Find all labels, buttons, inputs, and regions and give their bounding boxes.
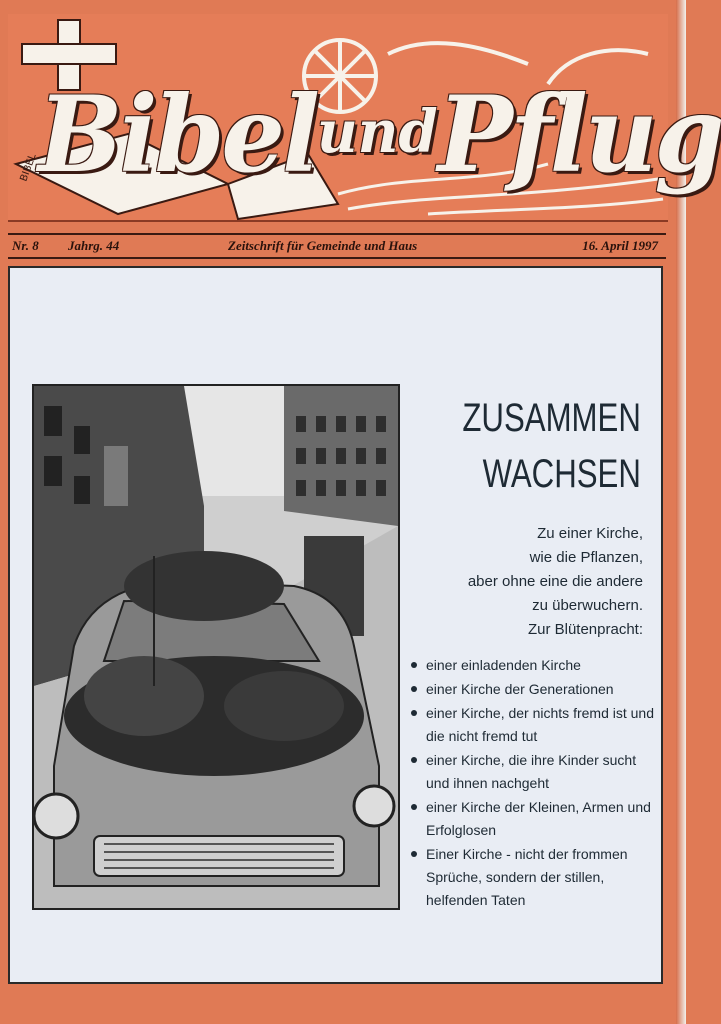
masthead xyxy=(8,14,721,222)
list-item: einer Kirche, die ihre Kinder sucht und ihnen nachgeht xyxy=(408,749,658,795)
lede-line: zu überwuchern. xyxy=(532,597,643,614)
bullet-list xyxy=(408,654,658,913)
lede-line: Zur Blütenpracht: xyxy=(527,621,643,638)
issue-info-bar xyxy=(8,233,666,259)
list-item: einer Kirche, der nichts fremd ist und die nicht fremd tut xyxy=(408,702,658,748)
headline-line-2: WACHSEN xyxy=(482,452,641,496)
list-item: einer Kirche der Kleinen, Armen und Erfolglosen xyxy=(408,796,658,842)
lede-line: Zu einer Kirche, xyxy=(537,525,643,542)
list-item: einer Kirche der Generationen xyxy=(408,678,658,701)
list-item: einer einladenden Kirche xyxy=(408,654,658,677)
article-lede xyxy=(468,522,643,642)
publication-subtitle: Zeitschrift für Gemeinde und Haus xyxy=(228,238,418,253)
list-item: Einer Kirche - nicht der frommen Sprüche, sondern der stillen, helfenden Taten xyxy=(408,843,658,912)
content-panel xyxy=(8,266,663,984)
headline-line-1: ZUSAMMEN xyxy=(462,396,641,440)
car-garden-photo xyxy=(32,384,400,910)
car-garden-illustration xyxy=(34,386,398,908)
lede-line: wie die Pflanzen, xyxy=(529,549,643,566)
issue-number: Nr. 8 xyxy=(12,238,39,253)
volume-year: Jahrg. 44 xyxy=(68,238,120,253)
publication-title: BibelundPflug xyxy=(38,72,721,197)
article-headline xyxy=(462,390,641,502)
issue-date: 16. April 1997 xyxy=(582,238,658,253)
book-label: BIBEL xyxy=(18,152,39,184)
lede-line: aber ohne eine die andere xyxy=(467,573,643,590)
